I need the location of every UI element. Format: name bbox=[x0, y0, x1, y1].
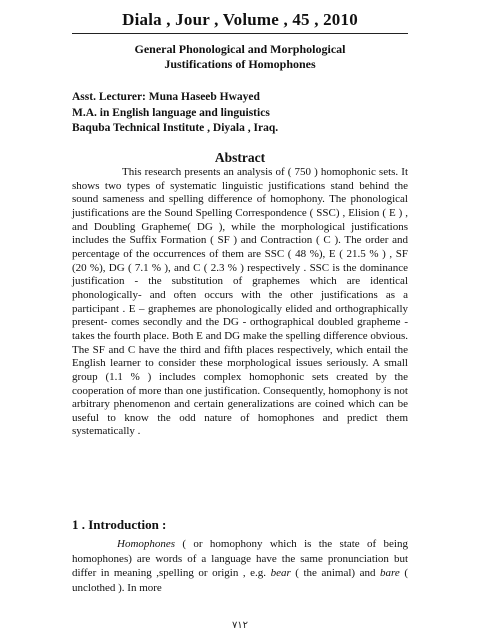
page-number: ٧١٢ bbox=[231, 620, 249, 631]
header-divider bbox=[72, 33, 408, 34]
intro-text-2: ( the animal) and bbox=[290, 567, 381, 579]
introduction-body bbox=[72, 537, 408, 595]
title-line-1: General Phonological and Morphological bbox=[134, 42, 346, 56]
author-degree: M.A. in English language and linguistics bbox=[72, 106, 270, 119]
abstract-heading: Abstract bbox=[214, 150, 266, 165]
author-affiliation: Baquba Technical Institute , Diyala , Iraq. bbox=[72, 122, 279, 134]
paper-title bbox=[60, 42, 420, 72]
term-homophones: Homophones bbox=[117, 538, 176, 550]
intro-text-1: ( or homophony which is the state of being homophones) are words of a language have the same pronunciation but differ in meaning ,spelling or origin , e.g. bbox=[72, 538, 408, 579]
author-name: Asst. Lecturer: Muna Haseeb Hwayed bbox=[72, 91, 260, 103]
author-block bbox=[72, 90, 412, 137]
journal-header: Diala , Jour , Volume , 45 , 2010 bbox=[122, 10, 358, 29]
intro-text-3: ( unclothed ). In more bbox=[72, 567, 408, 594]
example-bare: bare bbox=[380, 567, 400, 579]
abstract-body: This research presents an analysis of ( 750 ) homophonic sets. It shows two types of systematic linguistic justifications stand behind the sound sameness and spelling difference of homophony. The phonological justifications are the Sound Spelling Correspondence ( SSC) , Elision ( E ) , and Doubling Grapheme( DG ), while the morphological justifications includes the Suffix Formation ( SF ) and Contraction ( C ). The order and percentage of the occurrences of them are SSC ( 48 %), E ( 21.5 % ) , SF (20 %), DG ( 7.1 % ), and C ( 2.3 % ) respectively . SSC is the dominance justification - the substitution of graphemes which are identical phonologically- and often occurs with the other justifications as a participant . E – graphemes are phonologically elided and orthographically present- comes secondly and the DG - orthographical doubled grapheme - takes the fourth place. Both E and DG make the spelling difference obvious. The SF and C have the third and fifth places respectively, which entail the English learner to consider these morphological issues seriously. A small group (1.1 % ) includes complex homophonic sets created by the cooperation of more than one justification. Consequently, homophony is not arbitrary phenomenon and certain generalizations are coined which can be useful to know the odd nature of homophones and predict them systematically . bbox=[72, 166, 408, 438]
title-line-2: Justifications of Homophones bbox=[164, 57, 316, 71]
example-bear: bear bbox=[270, 567, 291, 579]
introduction-heading: 1 . Introduction : bbox=[72, 517, 167, 532]
